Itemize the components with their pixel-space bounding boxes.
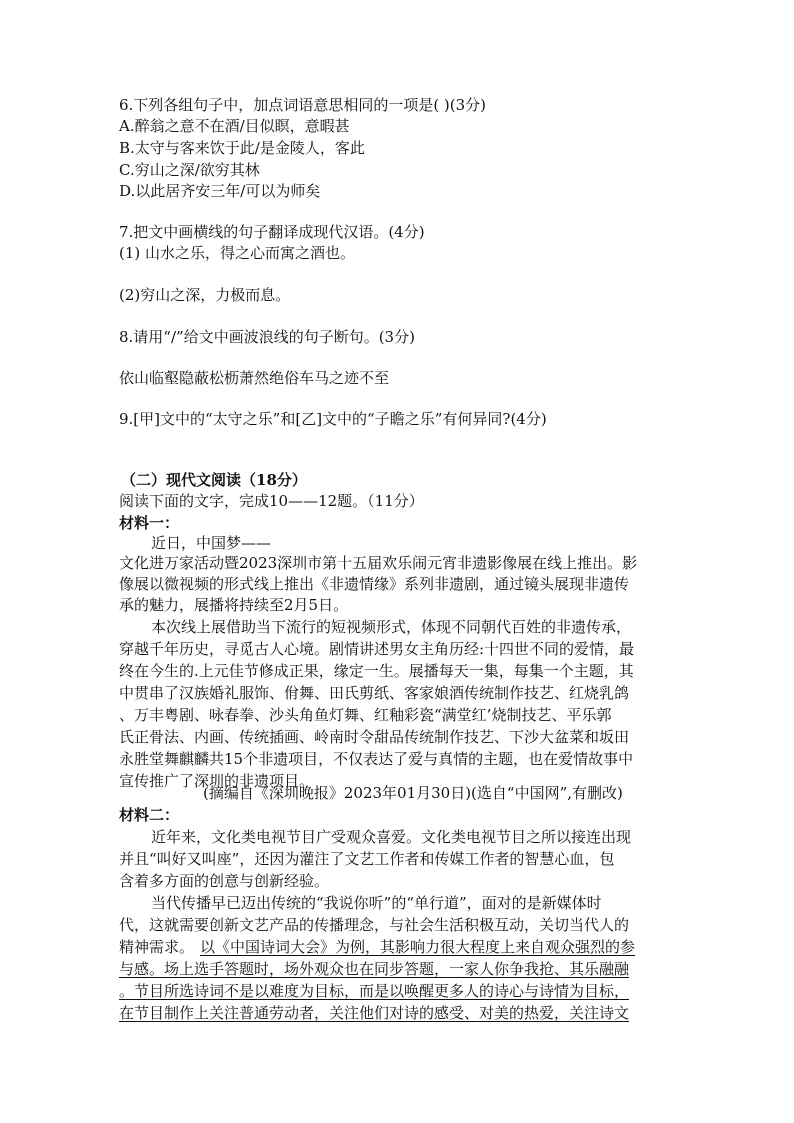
material-1-line: 承的魅力，展播将持续至2月5日。 (119, 596, 349, 614)
section-instruction: 阅读下面的文字，完成10——12题。（11分） (119, 492, 424, 510)
question-7-sentence-1: (1) 山水之乐，得之心而寓之酒也。 (119, 244, 356, 262)
material-1-line: 永胜堂舞麒麟共15个非遗项目，不仅表达了爱与真情的主题，也在爱情故事中 (119, 750, 634, 768)
question-6-option-d: D.以此居齐安三年/可以为师矣 (119, 182, 321, 200)
material-1-line: 像展以微视频的形式线上推出《非遗情缘》系列非遗剧，通过镜头展现非遗传 (119, 575, 630, 593)
material-1-line: 氏正骨法、内画、传统插画、岭南时令甜品传统制作技艺、下沙大盆菜和坂田 (119, 728, 630, 746)
question-6-stem: 6.下列各组句子中，加点词语意思相同的一项是( )(3分) (119, 96, 487, 114)
question-8-text: 依山临壑隐蔽松枥萧然绝俗车马之迹不至 (119, 369, 390, 387)
material-2-underlined-sentence: 。节目所选诗词不是以难度为目标，而是以唤醒更多人的诗心与诗情为目标， (119, 982, 630, 1000)
material-1-line: 本次线上展借助当下流行的短视频形式，体现不同朝代百姓的非遗传承， (151, 618, 632, 636)
question-6-option-a: A.醉翁之意不在酒/目似瞑，意暇甚 (119, 117, 350, 135)
material-1-line: 中贯串了汉族婚礼服饰、佾舞、田氏剪纸、客家娘酒传统制作技艺、红烧乳鸽 (119, 684, 630, 702)
material-2-underlined-sentence: 与感。场上选手答题时，场外观众也在同步答题，一家人你争我抢、其乐融融 (119, 960, 630, 978)
material-1-line: 终在今生的.上元佳节修成正果，缘定一生。展播每天一集，每集一个主题，其 (119, 662, 634, 680)
material-2-line: 近年来，文化类电视节目广受观众喜爱。文化类电视节目之所以接连出现 (151, 828, 632, 846)
question-7-stem: 7.把文中画横线的句子翻译成现代汉语。(4分) (119, 223, 425, 241)
section-title: （二）现代文阅读（18分） (121, 471, 307, 489)
material-2-underlined-sentence: 在节目制作上关注普通劳动者，关注他们对诗的感受、对美的热爱，关注诗文 (119, 1004, 630, 1022)
material-1-line: 、万丰粤剧、咏春拳、沙头角鱼灯舞、红釉彩瓷“满堂红’烧制技艺、平乐郭 (119, 706, 612, 724)
material-1-source: (摘编自《深圳晚报》2023年01月30日)(选自“中国网”,有删改) (203, 784, 623, 802)
material-2-line: 并且“叫好又叫座”，还因为灌注了文艺工作者和传媒工作者的智慧心血，包 (119, 850, 615, 868)
material-1-line: 宣传推广了深圳的非遗项目。 (119, 772, 315, 790)
material-2-line: 含着多方面的创意与创新经验。 (119, 872, 330, 890)
question-6-option-c: C.穷山之深/欲穷其林 (119, 161, 260, 179)
material-2-underlined-sentence: 以《中国诗词大会》为例，其影响力很大程度上来自观众强烈的参 (200, 938, 636, 956)
material-2-line: 当代传播早已迈出传统的“我说你听”的“单行道”，面对的是新媒体时 (151, 894, 602, 912)
material-2-line: 代，这就需要创新文艺产品的传播理念，与社会生活积极互动，关切当代人的 (119, 916, 630, 934)
question-9-stem: 9.[甲]文中的“太守之乐”和[乙]文中的“子瞻之乐”有何异同?(4分) (119, 410, 547, 428)
material-1-line: 近日，中国梦—— (151, 534, 272, 552)
material-1-label: 材料一： (119, 514, 180, 532)
material-1-line: 穿越千年历史，寻觅古人心境。剧情讲述男女主角历经:十四世不同的爱情，最 (119, 640, 635, 658)
material-2-line: 精神需求。 (119, 938, 195, 956)
material-2-label: 材料二： (119, 806, 180, 824)
question-8-stem: 8.请用“/”给文中画波浪线的句子断句。(3分) (119, 328, 415, 346)
material-1-line: 文化进万家活动暨2023深圳市第十五届欢乐闹元宵非遗影像展在线上推出。影 (119, 554, 638, 572)
question-6-option-b: B.太守与客来饮于此/是金陵人，客此 (119, 139, 365, 157)
question-7-sentence-2: (2)穷山之深，力极而息。 (119, 286, 291, 304)
